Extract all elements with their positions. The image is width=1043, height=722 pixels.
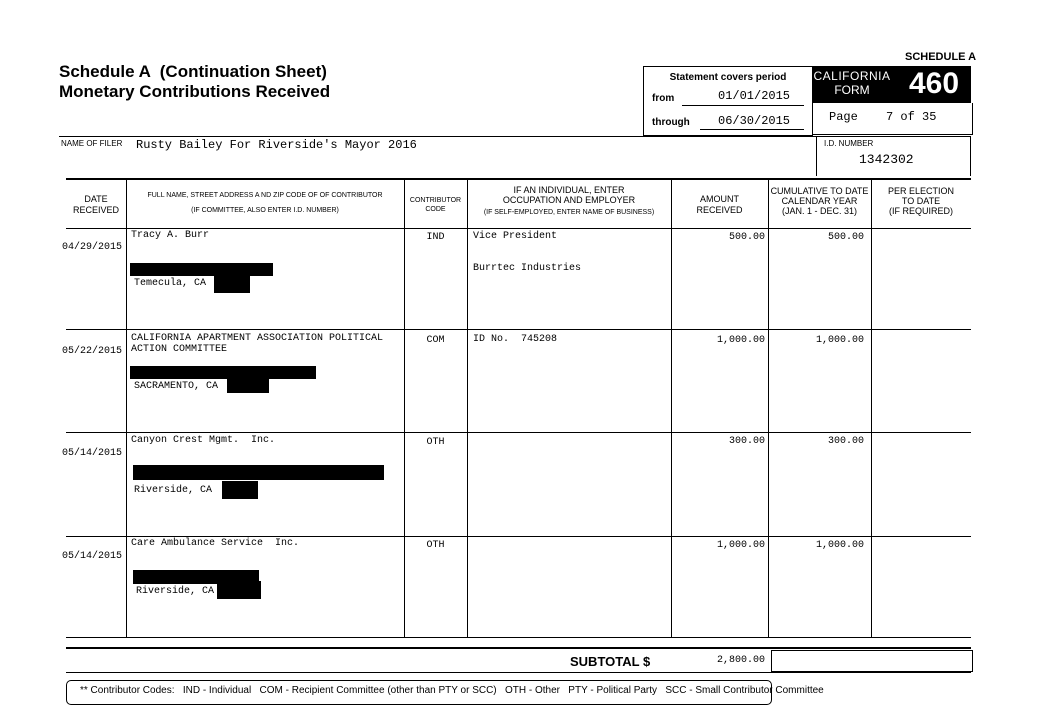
row-amount: 1,000.00 [716, 540, 765, 551]
row-city: Temecula, CA [134, 278, 207, 289]
statement-period-box [643, 66, 813, 136]
row-cumulative: 500.00 [827, 232, 864, 243]
redaction-bar [214, 276, 250, 293]
subtotal-empty-box [771, 650, 973, 672]
row-city: Riverside, CA [134, 485, 213, 496]
header-name: FULL NAME, STREET ADDRESS A ND ZIP CODE OF OF CONTRIBUTOR [147, 192, 383, 199]
row-date: 05/22/2015 [62, 346, 123, 357]
page-label: Page [829, 110, 858, 124]
filer-label: NAME OF FILER [61, 139, 123, 148]
row-code: IND [426, 232, 445, 243]
subtotal-value: 2,800.00 [716, 655, 765, 666]
period-header: Statement covers period [669, 72, 787, 83]
row-name: CALIFORNIA APARTMENT ASSOCIATION POLITICAL ACTION COMMITTEE [131, 333, 384, 355]
redaction-bar [130, 366, 316, 379]
through-label: through [652, 117, 690, 128]
row-code: OTH [426, 437, 445, 448]
row-occupation: ID No. 745208 [473, 334, 558, 345]
row-cumulative: 1,000.00 [815, 540, 864, 551]
page-title [59, 62, 330, 102]
title-line-2: Monetary Contributions Received [59, 82, 331, 101]
row-amount: 500.00 [728, 232, 765, 243]
row-date: 05/14/2015 [62, 448, 123, 459]
header-per-election: PER ELECTION TO DATE (IF REQUIRED) [887, 186, 954, 216]
from-date: 01/01/2015 [718, 89, 791, 103]
header-name-note: (IF COMMITTEE, ALSO ENTER I.D. NUMBER) [191, 207, 339, 214]
schedule-label: SCHEDULE A [905, 51, 977, 63]
title-line-1: Schedule A (Continuation Sheet) [59, 62, 327, 81]
form-number: 460 [909, 67, 960, 100]
header-date: DATE RECEIVED [72, 194, 119, 215]
redaction-bar [227, 378, 269, 393]
redaction-bar [222, 481, 258, 499]
header-occupation-note: (IF SELF-EMPLOYED, ENTER NAME OF BUSINESS) [483, 209, 655, 216]
from-label: from [652, 93, 675, 104]
through-date: 06/30/2015 [718, 114, 791, 128]
id-number-label: I.D. NUMBER [824, 139, 874, 148]
header-code: CONTRIBUTOR CODE [409, 197, 462, 213]
form-state: CALIFORNIA [813, 69, 891, 83]
row-cumulative: 1,000.00 [815, 335, 864, 346]
filer-name: Rusty Bailey For Riverside's Mayor 2016 [136, 138, 417, 152]
row-cumulative: 300.00 [827, 436, 864, 447]
row-city: SACRAMENTO, CA [134, 381, 219, 392]
contributor-codes-legend: ** Contributor Codes: IND - Individual COM - Recipient Committee (other than PTY or SCC) OTH - Other PTY - Political Party SCC - Small Contributor Committee [80, 685, 824, 696]
redaction-bar [130, 263, 273, 276]
row-city: Riverside, CA [136, 586, 215, 597]
row-name: Canyon Crest Mgmt. Inc. [131, 435, 276, 446]
row-date: 04/29/2015 [62, 242, 123, 253]
subtotal-label: SUBTOTAL $ [570, 654, 651, 669]
row-amount: 1,000.00 [716, 335, 765, 346]
page-number: 7 of 35 [886, 110, 937, 124]
row-code: COM [426, 335, 445, 346]
header-occupation: IF AN INDIVIDUAL, ENTER OCCUPATION AND EMPLOYER [502, 185, 636, 205]
header-amount: AMOUNT RECEIVED [696, 194, 743, 215]
row-date: 05/14/2015 [62, 551, 123, 562]
row-name: Care Ambulance Service Inc. [131, 538, 300, 549]
row-amount: 300.00 [728, 436, 765, 447]
row-name: Tracy A. Burr [131, 230, 210, 241]
row-code: OTH [426, 540, 445, 551]
row-employer: Burrtec Industries [473, 263, 582, 274]
header-cumulative: CUMULATIVE TO DATE CALENDAR YEAR (JAN. 1 - DEC. 31) [770, 186, 869, 216]
page-box [812, 103, 973, 135]
form-label: FORM [834, 83, 870, 97]
form-460-badge [812, 66, 971, 103]
id-number-value: 1342302 [859, 152, 914, 167]
redaction-bar [133, 465, 384, 480]
redaction-bar [217, 581, 261, 599]
row-occupation: Vice President [473, 231, 558, 242]
